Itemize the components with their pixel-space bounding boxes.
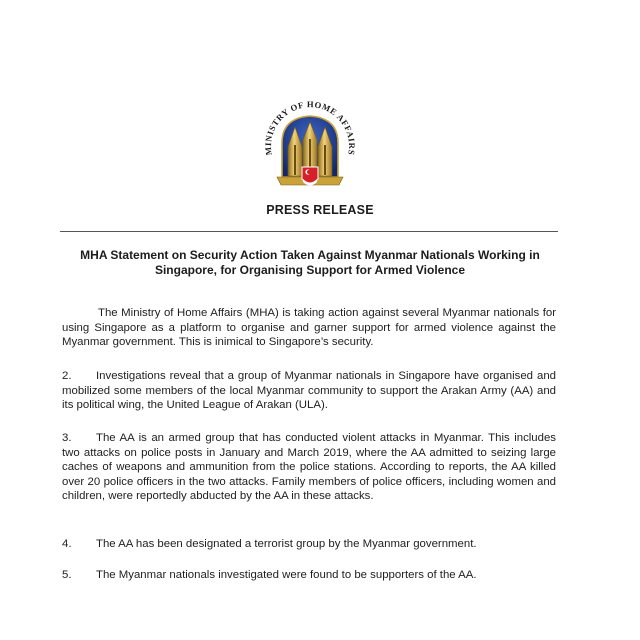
paragraph-5-number: 5. <box>62 569 72 581</box>
paragraph-2 <box>62 369 556 413</box>
paragraph-1-text: The Ministry of Home Affairs (MHA) is taking action against several Myanmar nationals for using Singapore as a platform to organise and garner support for armed violence against the Myanmar government. This is inimical to Singapore’s security. <box>62 307 556 349</box>
statement-title-line-1: MHA Statement on Security Action Taken Against Myanmar Nationals Working in <box>80 248 540 262</box>
paragraph-3 <box>62 431 556 504</box>
statement-title <box>62 248 558 278</box>
paragraph-3-number: 3. <box>62 432 72 444</box>
mha-seal-logo <box>255 93 365 203</box>
press-release-heading: PRESS RELEASE <box>266 203 374 217</box>
paragraph-1 <box>62 306 556 350</box>
paragraph-4-text: The AA has been designated a terrorist group by the Myanmar government. <box>96 538 477 550</box>
paragraph-4 <box>62 537 556 552</box>
paragraph-3-text: The AA is an armed group that has conducted violent attacks in Myanmar. This includes two attacks on police posts in January and March 2019, where the AA admitted to seizing large caches of weapons and ammunition from the police stations. According to reports, the AA killed over 20 police officers in the two attacks. Family members of police officers, including women and children, were reportedly abducted by the AA in these attacks. <box>62 432 556 503</box>
paragraph-5 <box>62 568 556 583</box>
header-divider <box>60 231 558 232</box>
paragraph-4-number: 4. <box>62 538 72 550</box>
statement-title-line-2: Singapore, for Organising Support for Armed Violence <box>154 263 466 277</box>
paragraph-5-text: The Myanmar nationals investigated were found to be supporters of the AA. <box>96 569 477 581</box>
paragraph-2-number: 2. <box>62 370 72 382</box>
paragraph-2-text: Investigations reveal that a group of Myanmar nationals in Singapore have organised and mobilized some members of the local Myanmar community to support the Arakan Army (AA) and its political wing, the United League of Arakan (ULA). <box>62 370 556 412</box>
svg-text:MINISTRY OF HOME AFFAIRS: MINISTRY OF HOME AFFAIRS <box>262 99 358 157</box>
